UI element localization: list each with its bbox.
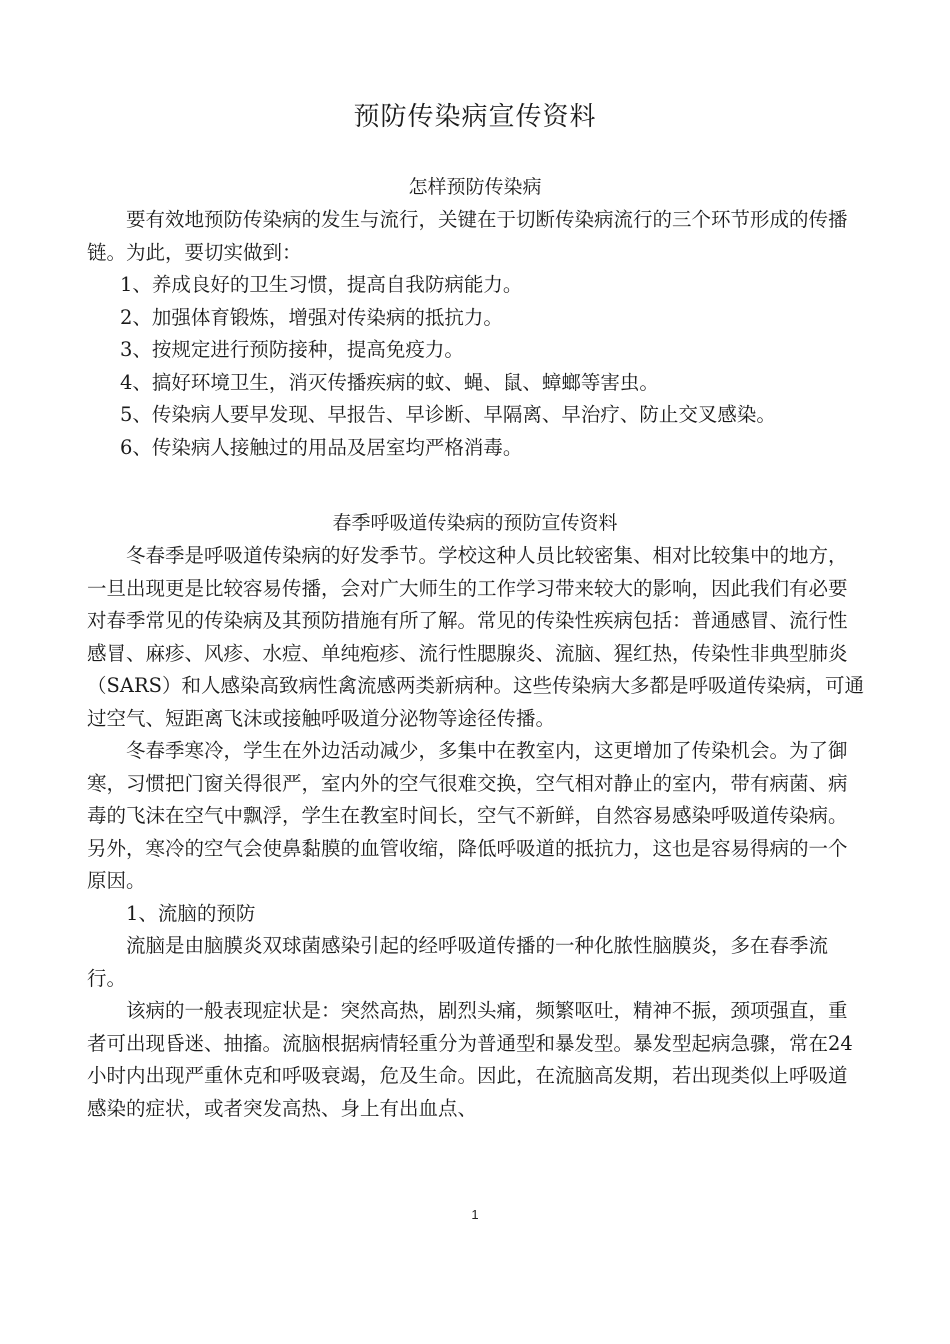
intro-paragraph: 要有效地预防传染病的发生与流行，关键在于切断传染病流行的三个环节形成的传播链。为此，要切实做到： <box>87 208 848 264</box>
paragraph: 该病的一般表现症状是：突然高热，剧烈头痛，频繁呕吐，精神不振，颈项强直，重者可出现昏迷、抽搐。流脑根据病情轻重分为普通型和暴发型。暴发型起病急骤，常在24小时内出现严重休克和呼吸衰竭，危及生命。因此，在流脑高发期，若出现类似上呼吸道感染的症状，或者突发高热、身上有出血点、 <box>87 999 853 1120</box>
section-heading-spring: 春季呼吸道传染病的预防宣传资料 <box>332 512 618 534</box>
page-number: 1 <box>471 1207 479 1222</box>
document-title: 预防传染病宣传资料 <box>353 102 597 132</box>
sub-heading: 1、流脑的预防 <box>126 901 256 925</box>
section-body-prevention <box>87 204 865 464</box>
list-item: 4、搞好环境卫生，消灭传播疾病的蚊、蝇、鼠、蟑螂等害虫。 <box>120 370 659 394</box>
list-item: 5、传染病人要早发现、早报告、早诊断、早隔离、早治疗、防止交叉感染。 <box>120 403 776 426</box>
paragraph: 冬春季寒冷，学生在外边活动减少，多集中在教室内，这更增加了传染机会。为了御寒，习惯把门窗关得很严，室内外的空气很难交换，空气相对静止的室内，带有病菌、病毒的飞沫在空气中飘浮，学生在教室时间长，空气不新鲜，自然容易感染呼吸道传染病。另外，寒冷的空气会使鼻黏膜的血管收缩，降低呼吸道的抵抗力，这也是容易得病的一个原因。 <box>87 739 848 892</box>
paragraph: 冬春季是呼吸道传染病的好发季节。学校这种人员比较密集、相对比较集中的地方，一旦出现更是比较容易传播，会对广大师生的工作学习带来较大的影响，因此我们有必要对春季常见的传染病及其预防措施有所了解。常见的传染性疾病包括：普通感冒、流行性感冒、麻疹、风疹、水痘、单纯疱疹、流行性腮腺炎、流脑、猩红热，传染性非典型肺炎（SARS）和人感染高致病性禽流感两类新病种。这些传染病大多都是呼吸道传染病，可通过空气、短距离飞沫或接触呼吸道分泌物等途径传播。 <box>87 544 864 730</box>
list-item: 3、按规定进行预防接种，提高免疫力。 <box>120 338 464 361</box>
paragraph: 流脑是由脑膜炎双球菌感染引起的经呼吸道传播的一种化脓性脑膜炎，多在春季流行。 <box>87 934 829 990</box>
list-item: 2、加强体育锻炼，增强对传染病的抵抗力。 <box>120 305 503 329</box>
prevention-list <box>87 269 865 464</box>
section-heading-prevention: 怎样预防传染病 <box>408 176 542 198</box>
list-item: 6、传染病人接触过的用品及居室均严格消毒。 <box>120 435 523 459</box>
section-body-spring <box>87 540 865 1125</box>
list-item: 1、养成良好的卫生习惯，提高自我防病能力。 <box>120 273 523 296</box>
